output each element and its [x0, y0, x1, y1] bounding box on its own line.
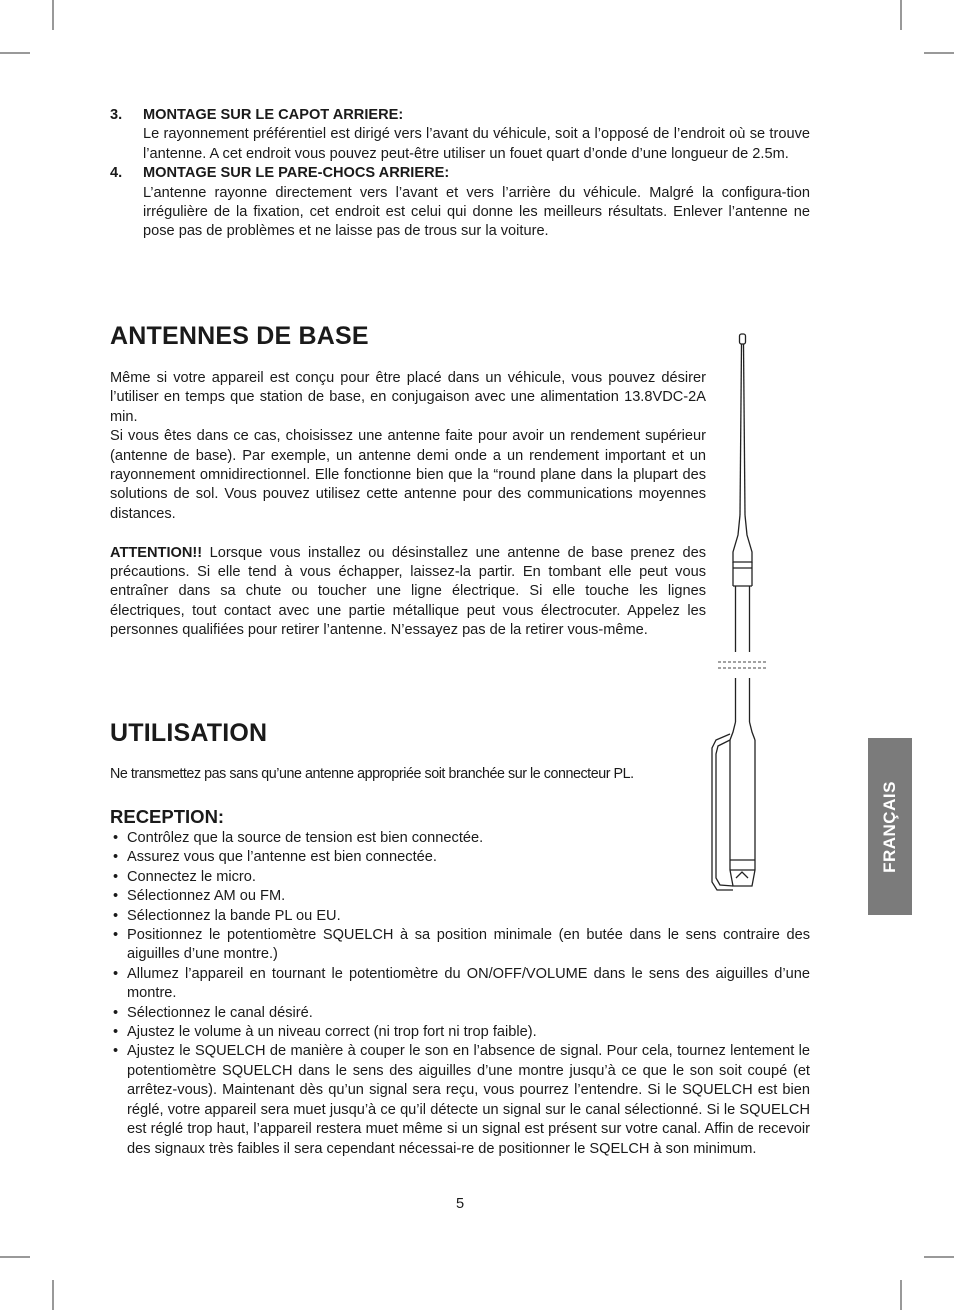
- attention-label: ATTENTION!!: [110, 544, 203, 561]
- base-antenna-body: [110, 369, 706, 641]
- section-3-number: 3.: [110, 107, 123, 123]
- section-3: [110, 106, 810, 164]
- reception-step: • Positionnez le potentiomètre SQUELCH à sa position minimale (en butée dans le sens contraire des aiguilles d’une montre.): [110, 926, 810, 965]
- mounting-sections: [110, 106, 810, 242]
- section-4-title: MONTAGE SUR LE PARE-CHOCS ARRIERE:: [143, 165, 450, 182]
- attention-paragraph: [110, 544, 706, 641]
- section-3-text: Le rayonnement préférentiel est dirigé vers l’avant du véhicule, soit a l’opposé de l’endroit où se trouve l’antenne. A cet endroit vous pouvez peut-être utiliser un fouet quart d’onde d’une longueur de 2.5m.: [143, 126, 810, 162]
- base-antenna-heading: ANTENNES DE BASE: [110, 322, 369, 350]
- base-antenna-paragraph-2: Si vous êtes dans ce cas, choisissez une antenne faite pour avoir un rendement supérieur (antenne de base). Par exemple, un antenne demi onde a un rendement important et un rayonnement omnidirectionnel. Elle fonctionne bien que la “round plane dans la plupart des solutions de sol. Vous pouvez utilisez cette antenne pour des communications moyennes distances.: [110, 428, 706, 522]
- reception-step: • Allumez l’appareil en tournant le potentiomètre du ON/OFF/VOLUME dans le sens des aiguilles d’une montre.: [110, 965, 810, 1004]
- utilisation-heading: UTILISATION: [110, 719, 268, 747]
- language-tab-label: FRANÇAIS: [880, 780, 899, 873]
- reception-step: • Sélectionnez la bande PL ou EU.: [110, 907, 810, 926]
- language-tab: [868, 738, 912, 915]
- reception-heading: RECEPTION:: [110, 806, 225, 827]
- reception-step: • Contrôlez que la source de tension est bien connectée.: [110, 829, 810, 848]
- transmit-warning: Ne transmettez pas sans qu’une antenne appropriée soit branchée sur le connecteur PL.: [110, 766, 634, 782]
- base-antenna-paragraph-1: Même si votre appareil est conçu pour être placé dans un véhicule, vous pouvez désirer l’utiliser en temps que station de base, en conjugaison avec une alimentation 13.8VDC-2A min.: [110, 370, 706, 425]
- reception-step: • Assurez vous que l’antenne est bien connectée.: [110, 848, 810, 867]
- page-number: 5: [455, 1196, 465, 1212]
- reception-step: • Sélectionnez le canal désiré.: [110, 1004, 810, 1023]
- attention-text: Lorsque vous installez ou désinstallez une antenne de base prenez des précautions. Si elle tend à vous échapper, laissez-la partir. En tombant elle peut vous entraîner dans sa chute ou toucher une ligne électrique. Si elle touche les lignes électriques, tout contact avec une partie métallique peut vous électrocuter. Appelez les personnes qualifiées pour retirer l’antenne. N’essayez pas de la retirer vous-même.: [110, 544, 706, 639]
- section-3-title: MONTAGE SUR LE CAPOT ARRIERE:: [143, 107, 404, 123]
- antenna-illustration: [700, 330, 780, 900]
- reception-step: • Connectez le micro.: [110, 868, 810, 887]
- section-4: [110, 164, 810, 242]
- section-4-text: L’antenne rayonne directement vers l’avant et vers l’arrière du véhicule. Malgré la configura-tion irrégulière de la fixation, cet endroit est celui qui donne les meilleurs résultats. Enlever l’antenne ne pose pas de problèmes et ne laisse pas de trous sur la voiture.: [143, 184, 810, 240]
- reception-step: • Ajustez le SQUELCH de manière à couper le son en l’absence de signal. Pour cela, tournez lentement le potentiomètre SQUELCH dans le sens des aiguilles d’une montre jusqu’à ce que le son soit coupé (et arrêtez-vous). Maintenant dès qu’un signal sera reçu, vous pourrez l’entendre. Si le SQUELCH est bien réglé, votre appareil sera muet jusqu’à ce qu’il détecte un signal sur le canal sélectionné. Si le SQUELCH est réglé trop haut, l’appareil restera muet même si un signal est présent sur votre canal. Affin de recevoir des signaux très faibles il sera cependant nécessai-re de positionner le SQELCH à son minimum.: [110, 1042, 810, 1158]
- reception-step: • Sélectionnez AM ou FM.: [110, 887, 810, 906]
- section-4-number: 4.: [110, 165, 123, 182]
- reception-step: • Ajustez le volume à un niveau correct (ni trop fort ni trop faible).: [110, 1023, 810, 1042]
